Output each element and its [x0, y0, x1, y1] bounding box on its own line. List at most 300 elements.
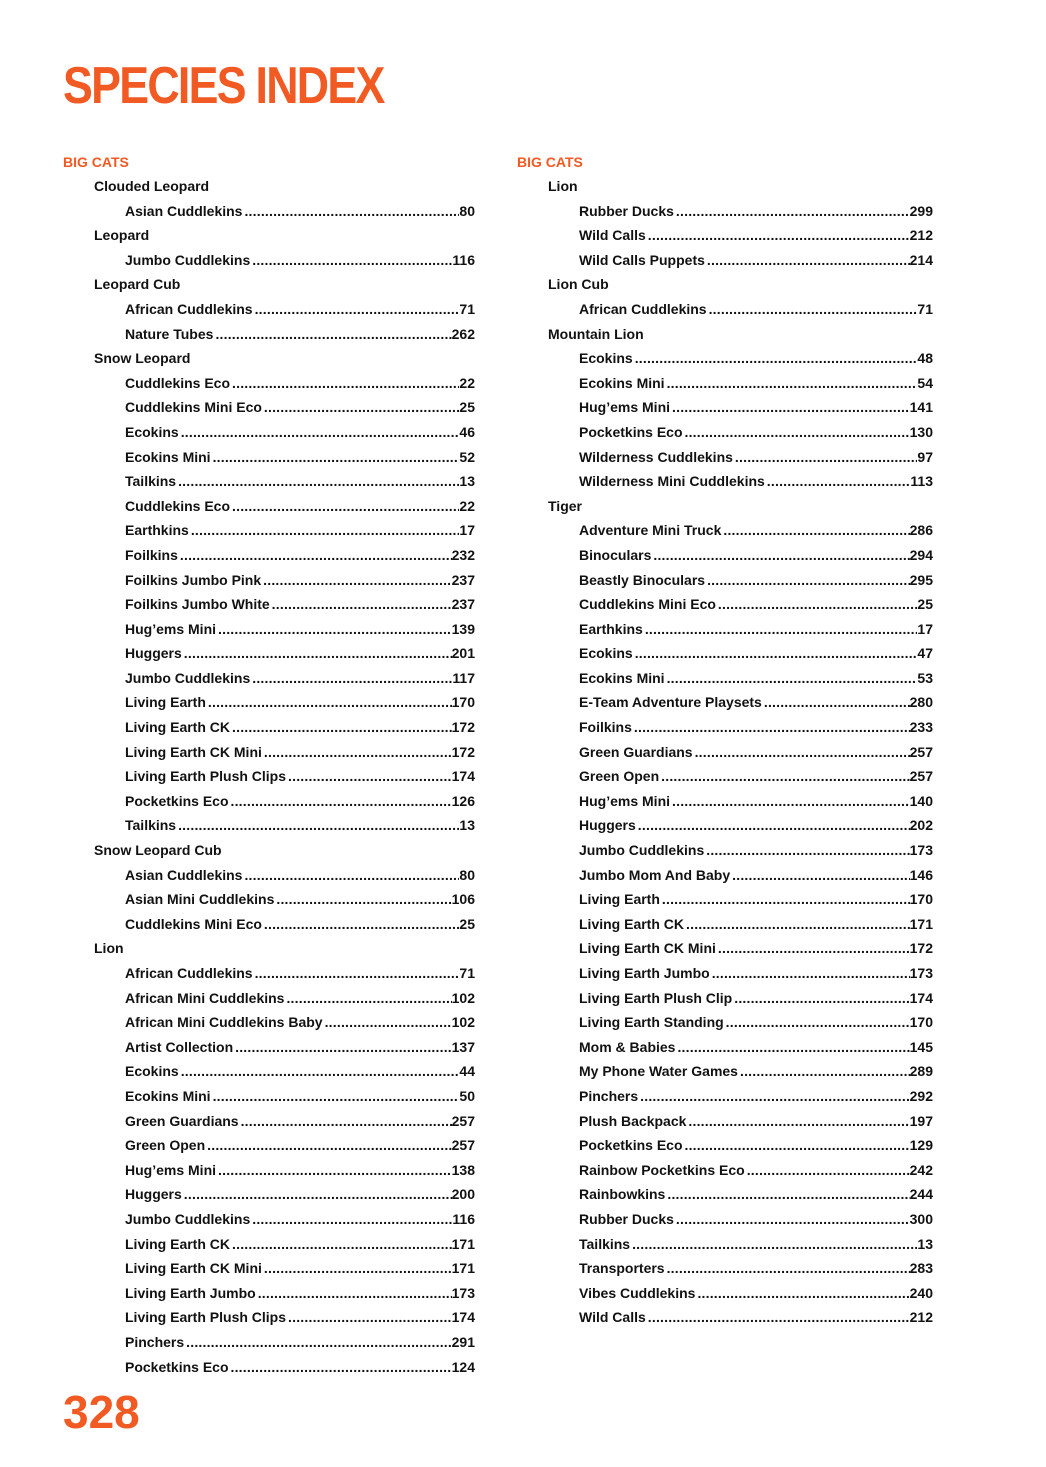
entry-page-number: 97: [917, 448, 933, 465]
dot-leader: [697, 1281, 909, 1306]
entry-page-number: 22: [459, 374, 475, 391]
index-entry: [63, 863, 475, 888]
index-entry: [517, 1158, 933, 1183]
index-entry: [63, 1281, 475, 1306]
index-entry: [63, 248, 475, 273]
entry-name: Living Earth Plush Clips: [125, 1309, 287, 1326]
entry-page-number: 102: [451, 1014, 475, 1031]
entry-name: Ecokins: [125, 423, 179, 440]
index-entry: [517, 789, 933, 814]
index-entry: [517, 199, 933, 224]
index-entry: [517, 666, 933, 691]
entry-name: African Mini Cuddlekins Baby: [125, 1014, 323, 1031]
dot-leader: [264, 740, 452, 765]
entry-page-number: 257: [451, 1137, 475, 1154]
index-entry: [517, 223, 933, 248]
index-entry: [517, 420, 933, 445]
index-entry: [63, 518, 475, 543]
entry-page-number: 257: [909, 743, 933, 760]
index-entry: [63, 1059, 475, 1084]
dot-leader: [640, 1084, 910, 1109]
entry-page-number: 50: [459, 1087, 475, 1104]
entry-page-number: 172: [451, 719, 475, 736]
index-entry: [517, 248, 933, 273]
entry-name: Living Earth CK Mini: [125, 743, 262, 760]
dot-leader: [207, 1133, 452, 1158]
entry-page-number: 116: [452, 251, 475, 268]
entry-page-number: 174: [909, 989, 933, 1006]
entry-page-number: 171: [909, 915, 933, 932]
entry-page-number: 46: [459, 423, 475, 440]
entry-name: Wild Calls: [579, 227, 646, 244]
dot-leader: [215, 322, 451, 347]
entry-name: Huggers: [125, 1186, 182, 1203]
entry-name: Ecokins Mini: [125, 1087, 211, 1104]
dot-leader: [648, 223, 910, 248]
entry-name: Plush Backpack: [579, 1112, 687, 1129]
entry-name: Living Earth Standing: [579, 1014, 724, 1031]
dot-leader: [712, 961, 910, 986]
species-heading: Lion: [94, 940, 124, 957]
entry-page-number: 124: [451, 1358, 475, 1375]
entry-page-number: 283: [909, 1260, 933, 1277]
dot-leader: [231, 1355, 452, 1380]
dot-leader: [184, 641, 452, 666]
dot-leader: [726, 1010, 910, 1035]
index-entry: [63, 961, 475, 986]
entry-page-number: 242: [909, 1161, 933, 1178]
index-entry: [517, 568, 933, 593]
entry-name: Living Earth CK Mini: [125, 1260, 262, 1277]
entry-name: Ecokins Mini: [579, 374, 665, 391]
index-entry: [63, 887, 475, 912]
entry-name: Foilkins Jumbo Pink: [125, 571, 262, 588]
dot-leader: [707, 248, 910, 273]
entry-page-number: 212: [909, 227, 933, 244]
index-entry: [517, 617, 933, 642]
page-number: 328: [63, 1386, 140, 1438]
dot-leader: [764, 690, 910, 715]
dot-leader: [276, 887, 451, 912]
index-entry: [517, 961, 933, 986]
dot-leader: [645, 617, 918, 642]
index-entry: [517, 445, 933, 470]
entry-name: Pocketkins Eco: [579, 423, 683, 440]
dot-leader: [648, 1305, 910, 1330]
dot-leader: [723, 518, 909, 543]
entry-name: Green Guardians: [125, 1112, 239, 1129]
index-entry: [517, 592, 933, 617]
index-entry: [517, 1010, 933, 1035]
index-entry: [63, 666, 475, 691]
index-entry: [517, 641, 933, 666]
dot-leader: [676, 199, 910, 224]
index-entry: [517, 543, 933, 568]
entry-page-number: 53: [917, 669, 933, 686]
entry-page-number: 212: [909, 1309, 933, 1326]
entry-name: Wild Calls: [579, 1309, 646, 1326]
index-entry: [517, 936, 933, 961]
index-entry: [63, 445, 475, 470]
index-entry: [517, 715, 933, 740]
index-entry: [63, 469, 475, 494]
entry-name: Ecokins Mini: [125, 448, 211, 465]
entry-page-number: 237: [451, 571, 475, 588]
entry-name: Earthkins: [125, 522, 189, 539]
entry-name: Foilkins: [579, 719, 632, 736]
dot-leader: [686, 912, 910, 937]
dot-leader: [709, 297, 918, 322]
dot-leader: [677, 1035, 909, 1060]
entry-page-number: 286: [909, 522, 933, 539]
dot-leader: [208, 690, 452, 715]
entry-name: Green Guardians: [579, 743, 693, 760]
entry-name: My Phone Water Games: [579, 1063, 738, 1080]
index-entry: [517, 986, 933, 1011]
entry-name: Jumbo Cuddlekins: [579, 842, 705, 859]
entry-page-number: 102: [451, 989, 475, 1006]
entry-name: Asian Cuddlekins: [125, 866, 243, 883]
index-entry: [63, 1084, 475, 1109]
species-heading: Mountain Lion: [548, 325, 644, 342]
entry-page-number: 289: [909, 1063, 933, 1080]
dot-leader: [661, 764, 910, 789]
index-entry: [63, 199, 475, 224]
dot-leader: [244, 863, 459, 888]
entry-name: Cuddlekins Mini Eco: [125, 399, 262, 416]
entry-name: Ecokins: [579, 350, 633, 367]
dot-leader: [685, 1133, 910, 1158]
entry-page-number: 172: [909, 940, 933, 957]
entry-page-number: 171: [451, 1235, 475, 1252]
dot-leader: [272, 592, 452, 617]
index-entry: [517, 912, 933, 937]
species-heading: Leopard: [94, 227, 150, 244]
dot-leader: [232, 715, 452, 740]
dot-leader: [218, 617, 452, 642]
index-entry: [517, 1133, 933, 1158]
dot-leader: [653, 543, 909, 568]
index-entry: [63, 986, 475, 1011]
entry-page-number: 13: [459, 473, 475, 490]
index-entry: [63, 912, 475, 937]
index-entry: [63, 1330, 475, 1355]
entry-name: Pocketkins Eco: [125, 1358, 229, 1375]
species-heading: Tiger: [548, 497, 582, 514]
entry-name: Pocketkins Eco: [579, 1137, 683, 1154]
dot-leader: [232, 494, 459, 519]
index-entry: [517, 813, 933, 838]
entry-name: Earthkins: [579, 620, 643, 637]
dot-leader: [178, 813, 459, 838]
entry-name: Beastly Binoculars: [579, 571, 706, 588]
index-entry: [63, 1109, 475, 1134]
dot-leader: [235, 1035, 452, 1060]
dot-leader: [667, 666, 918, 691]
entry-page-number: 80: [459, 866, 475, 883]
entry-name: Rubber Ducks: [579, 202, 674, 219]
entry-name: Living Earth: [579, 891, 660, 908]
entry-page-number: 240: [909, 1284, 933, 1301]
dot-leader: [325, 1010, 452, 1035]
entry-page-number: 232: [451, 546, 475, 563]
index-entry: [63, 690, 475, 715]
entry-page-number: 146: [909, 866, 933, 883]
dot-leader: [688, 1109, 909, 1134]
entry-page-number: 71: [459, 965, 475, 981]
page-title: SPECIES INDEX: [63, 57, 384, 115]
entry-name: Pocketkins Eco: [125, 792, 229, 809]
entry-name: Living Earth Plush Clips: [125, 768, 287, 785]
entry-name: Living Earth: [125, 694, 206, 711]
entry-page-number: 173: [909, 842, 933, 859]
index-entry: [517, 1035, 933, 1060]
dot-leader: [178, 469, 459, 494]
species-heading: Lion Cub: [548, 276, 609, 293]
index-entry: [63, 715, 475, 740]
index-column-right: [517, 150, 933, 1330]
dot-leader: [635, 641, 918, 666]
entry-name: Ecokins: [579, 645, 633, 662]
index-entry: [517, 1281, 933, 1306]
index-entry: [63, 1182, 475, 1207]
entry-page-number: 116: [452, 1210, 475, 1227]
dot-leader: [735, 445, 918, 470]
index-entry: [517, 1232, 933, 1257]
category-heading: BIG CATS: [517, 154, 583, 170]
entry-name: Wilderness Mini Cuddlekins: [579, 473, 765, 490]
index-entry: [63, 1256, 475, 1281]
dot-leader: [232, 371, 459, 396]
entry-page-number: 48: [917, 350, 933, 367]
entry-page-number: 244: [909, 1186, 933, 1203]
dot-leader: [767, 469, 911, 494]
index-entry: [517, 863, 933, 888]
entry-name: Tailkins: [125, 817, 177, 834]
index-entry: [63, 322, 475, 347]
entry-page-number: 257: [909, 768, 933, 785]
dot-leader: [241, 1109, 452, 1134]
entry-page-number: 257: [451, 1112, 475, 1129]
entry-name: Foilkins Jumbo White: [125, 596, 270, 613]
dot-leader: [740, 1059, 910, 1084]
index-entry: [63, 1158, 475, 1183]
dot-leader: [181, 1059, 460, 1084]
entry-name: Living Earth CK Mini: [579, 940, 716, 957]
entry-name: Hug’ems Mini: [579, 399, 671, 416]
entry-name: Tailkins: [125, 473, 177, 490]
dot-leader: [213, 445, 460, 470]
dot-leader: [286, 986, 451, 1011]
index-entry: [517, 518, 933, 543]
entry-page-number: 170: [909, 891, 933, 908]
entry-page-number: 280: [909, 694, 933, 711]
index-entry: [63, 641, 475, 666]
index-entry: [63, 1207, 475, 1232]
entry-name: Hug’ems Mini: [579, 792, 671, 809]
entry-name: Living Earth CK: [125, 1235, 231, 1252]
dot-leader: [672, 789, 910, 814]
index-entry: [517, 395, 933, 420]
entry-name: Jumbo Cuddlekins: [125, 669, 251, 686]
index-entry: [63, 617, 475, 642]
dot-leader: [288, 1305, 452, 1330]
species-heading: Snow Leopard Cub: [94, 842, 222, 859]
index-entry: [517, 1084, 933, 1109]
entry-name: Rubber Ducks: [579, 1210, 674, 1227]
index-entry: [63, 568, 475, 593]
index-entry: [63, 297, 475, 322]
entry-name: Rainbow Pocketkins Eco: [579, 1161, 745, 1178]
index-entry: [517, 1182, 933, 1207]
entry-page-number: 25: [917, 596, 933, 613]
entry-page-number: 129: [909, 1137, 933, 1154]
entry-page-number: 52: [459, 448, 475, 465]
dot-leader: [255, 297, 460, 322]
dot-leader: [718, 592, 918, 617]
index-entry: [517, 838, 933, 863]
dot-leader: [676, 1207, 910, 1232]
entry-name: Cuddlekins Eco: [125, 374, 231, 391]
dot-leader: [638, 813, 910, 838]
index-entry: [63, 543, 475, 568]
index-entry: [63, 494, 475, 519]
entry-page-number: 172: [451, 743, 475, 760]
index-entry: [517, 690, 933, 715]
entry-page-number: 117: [452, 669, 475, 686]
entry-name: Hug’ems Mini: [125, 1161, 217, 1178]
entry-name: Tailkins: [579, 1235, 631, 1252]
dot-leader: [191, 518, 460, 543]
dot-leader: [252, 1207, 452, 1232]
entry-name: African Mini Cuddlekins: [125, 989, 285, 1006]
entry-page-number: 173: [451, 1284, 475, 1301]
index-entry: [63, 764, 475, 789]
dot-leader: [180, 543, 452, 568]
dot-leader: [672, 395, 910, 420]
entry-page-number: 106: [451, 891, 475, 908]
dot-leader: [707, 568, 910, 593]
dot-leader: [263, 568, 452, 593]
entry-page-number: 171: [451, 1260, 475, 1277]
dot-leader: [706, 838, 909, 863]
index-entry: [517, 1059, 933, 1084]
entry-page-number: 54: [917, 374, 933, 391]
dot-leader: [662, 887, 910, 912]
entry-name: African Cuddlekins: [125, 965, 253, 981]
dot-leader: [258, 1281, 452, 1306]
entry-page-number: 174: [451, 1309, 475, 1326]
entry-page-number: 202: [909, 817, 933, 834]
entry-name: Green Open: [579, 768, 660, 785]
entry-page-number: 174: [451, 768, 475, 785]
dot-leader: [734, 986, 909, 1011]
entry-page-number: 294: [909, 546, 933, 563]
entry-name: Living Earth Plush Clip: [579, 989, 733, 1006]
entry-page-number: 201: [451, 645, 475, 662]
index-entry: [517, 346, 933, 371]
species-heading: Lion: [548, 178, 578, 194]
index-entry: [517, 371, 933, 396]
entry-name: Living Earth CK: [579, 915, 685, 932]
species-heading: Clouded Leopard: [94, 178, 210, 194]
entry-page-number: 299: [909, 202, 933, 219]
entry-page-number: 295: [909, 571, 933, 588]
dot-leader: [218, 1158, 452, 1183]
entry-name: African Cuddlekins: [579, 300, 707, 317]
entry-name: Huggers: [125, 645, 182, 662]
entry-page-number: 44: [459, 1063, 475, 1080]
dot-leader: [252, 666, 452, 691]
index-entry: [63, 371, 475, 396]
entry-page-number: 17: [917, 620, 933, 637]
index-entry: [517, 740, 933, 765]
entry-name: African Cuddlekins: [125, 300, 253, 317]
entry-page-number: 170: [451, 694, 475, 711]
entry-page-number: 173: [909, 965, 933, 981]
index-entry: [63, 740, 475, 765]
entry-name: E-Team Adventure Playsets: [579, 694, 762, 711]
entry-page-number: 292: [909, 1087, 933, 1104]
dot-leader: [667, 371, 918, 396]
entry-name: Wilderness Cuddlekins: [579, 448, 733, 465]
dot-leader: [181, 420, 460, 445]
entry-name: Foilkins: [125, 546, 178, 563]
index-entry: [63, 813, 475, 838]
dot-leader: [264, 395, 460, 420]
dot-leader: [232, 1232, 452, 1257]
entry-page-number: 138: [451, 1161, 475, 1178]
dot-leader: [685, 420, 910, 445]
entry-name: Cuddlekins Mini Eco: [125, 915, 262, 932]
entry-name: Ecokins Mini: [579, 669, 665, 686]
dot-leader: [244, 199, 459, 224]
entry-page-number: 262: [451, 325, 475, 342]
entry-page-number: 139: [451, 620, 475, 637]
dot-leader: [288, 764, 452, 789]
entry-page-number: 197: [909, 1112, 933, 1129]
entry-page-number: 71: [917, 300, 933, 317]
entry-page-number: 137: [451, 1038, 475, 1055]
entry-page-number: 47: [917, 645, 933, 662]
entry-page-number: 200: [451, 1186, 475, 1203]
index-entry: [517, 764, 933, 789]
entry-page-number: 233: [909, 719, 933, 736]
entry-name: Mom & Babies: [579, 1038, 676, 1055]
index-entry: [517, 469, 933, 494]
dot-leader: [634, 715, 910, 740]
entry-name: Transporters: [579, 1260, 665, 1277]
species-heading: Leopard Cub: [94, 276, 181, 293]
index-entry: [517, 1256, 933, 1281]
entry-name: Rainbowkins: [579, 1186, 666, 1203]
entry-page-number: 214: [909, 251, 933, 268]
dot-leader: [231, 789, 452, 814]
entry-name: Pinchers: [125, 1333, 185, 1350]
entry-name: Cuddlekins Eco: [125, 497, 231, 514]
entry-name: Huggers: [579, 817, 636, 834]
entry-name: Nature Tubes: [125, 325, 214, 342]
entry-page-number: 291: [451, 1333, 475, 1350]
species-heading: Snow Leopard: [94, 350, 191, 367]
entry-name: Asian Cuddlekins: [125, 202, 243, 219]
index-entry: [517, 1207, 933, 1232]
dot-leader: [695, 740, 910, 765]
dot-leader: [264, 912, 460, 937]
entry-name: Pinchers: [579, 1087, 639, 1104]
dot-leader: [252, 248, 452, 273]
entry-name: Hug’ems Mini: [125, 620, 217, 637]
